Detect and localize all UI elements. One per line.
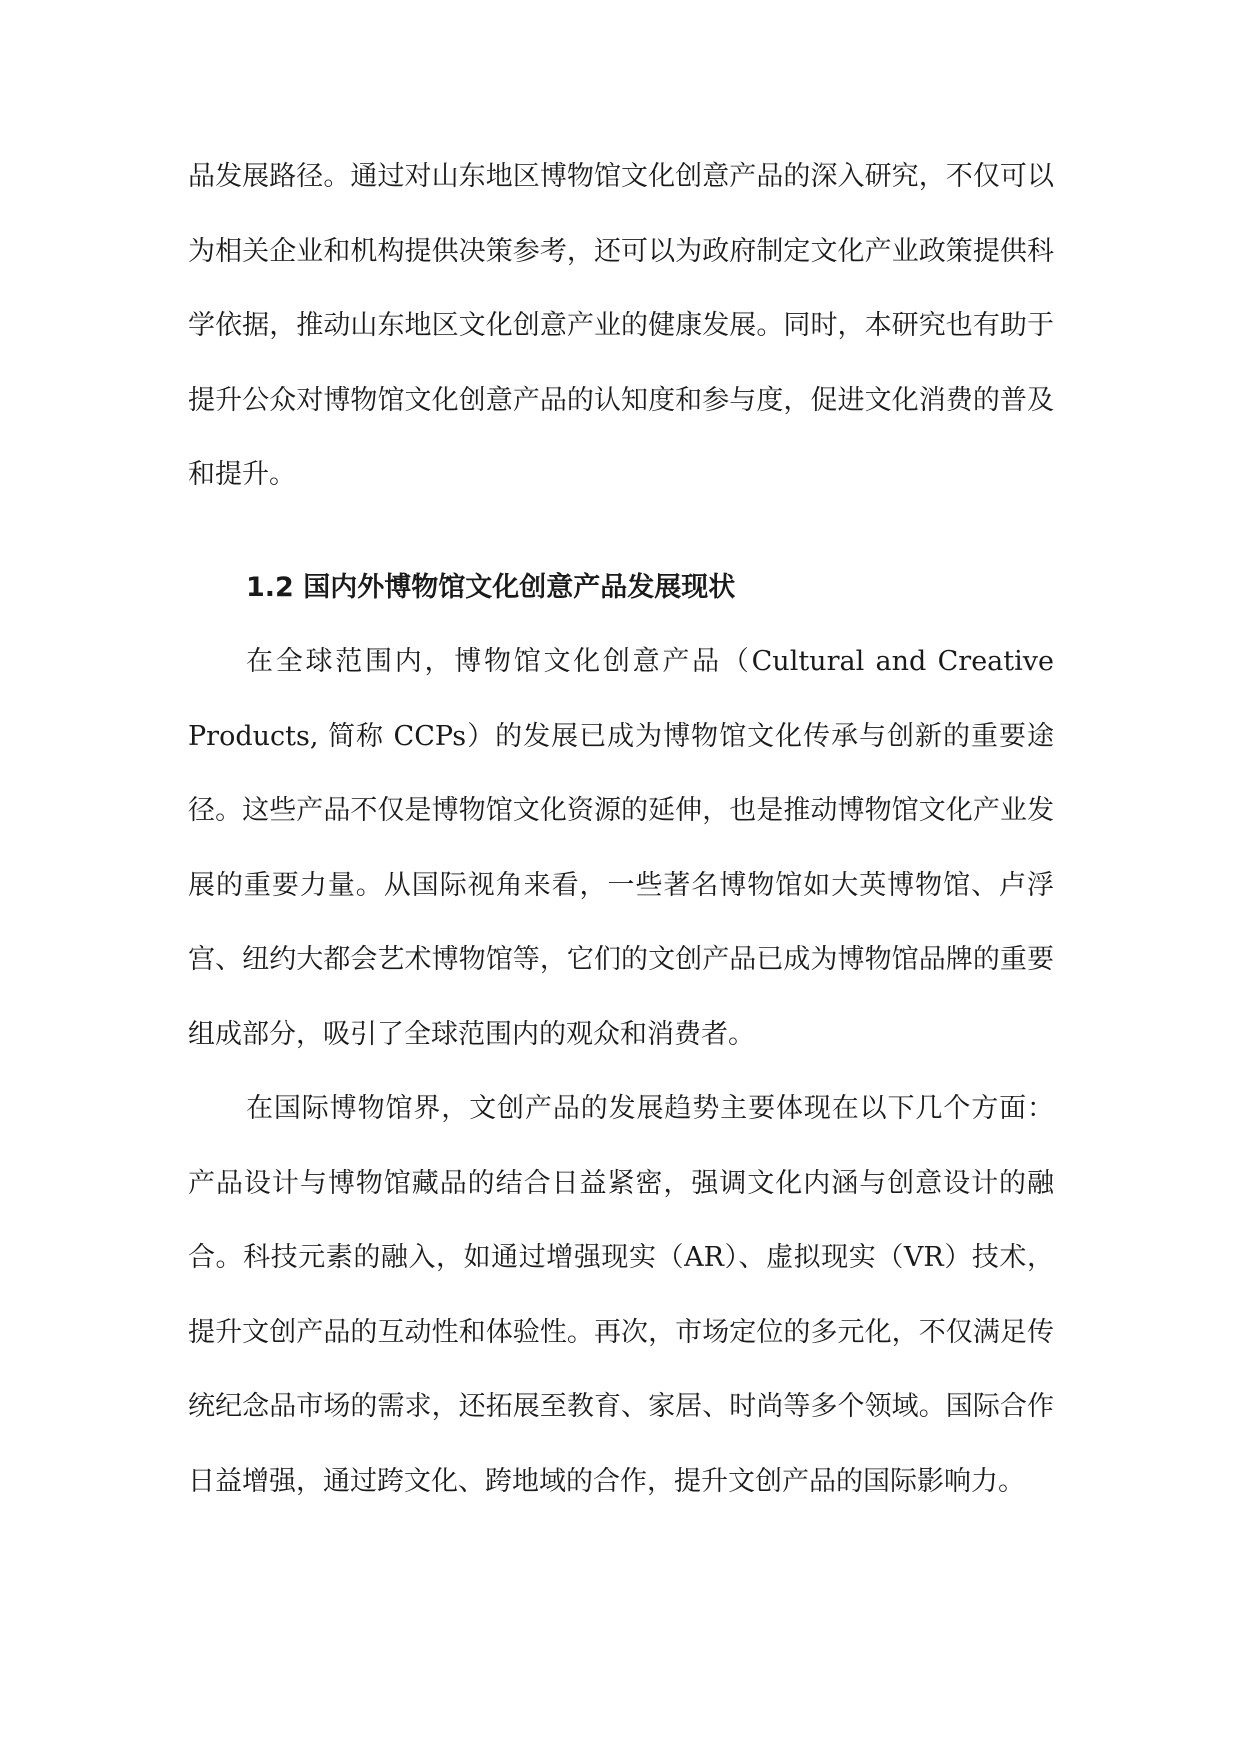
section-heading: 1.2 国内外博物馆文化创意产品发展现状	[246, 571, 736, 603]
body-paragraph-2: 在国际博物馆界，文创产品的发展趋势主要体现在以下几个方面：产品设计与博物馆藏品的结合日益紧密，强调文化内涵与创意设计的融合。科技元素的融入，如通过增强现实（AR）、虚拟现实（VR）技术，提升文创产品的互动性和体验性。再次，市场定位的多元化，不仅满足传统纪念品市场的需求，还拓展至教育、家居、时尚等多个领域。国际合作日益增强，通过跨文化、跨地域的合作，提升文创产品的国际影响力。	[188, 1093, 1054, 1497]
document-page	[188, 140, 1054, 1519]
body-paragraph-continued: 品发展路径。通过对山东地区博物馆文化创意产品的深入研究，不仅可以为相关企业和机构提供决策参考，还可以为政府制定文化产业政策提供科学依据，推动山东地区文化创意产业的健康发展。同时，本研究也有助于提升公众对博物馆文化创意产品的认知度和参与度，促进文化消费的普及和提升。	[188, 161, 1054, 490]
body-paragraph-1: 在全球范围内，博物馆文化创意产品（Cultural and Creative Products, 简称 CCPs）的发展已成为博物馆文化传承与创新的重要途径。这些产品不仅是博物馆文化资源的延伸，也是推动博物馆文化产业发展的重要力量。从国际视角来看，一些著名博物馆如大英博物馆、卢浮宫、纽约大都会艺术博物馆等，它们的文创产品已成为博物馆品牌的重要组成部分，吸引了全球范围内的观众和消费者。	[188, 646, 1054, 1050]
